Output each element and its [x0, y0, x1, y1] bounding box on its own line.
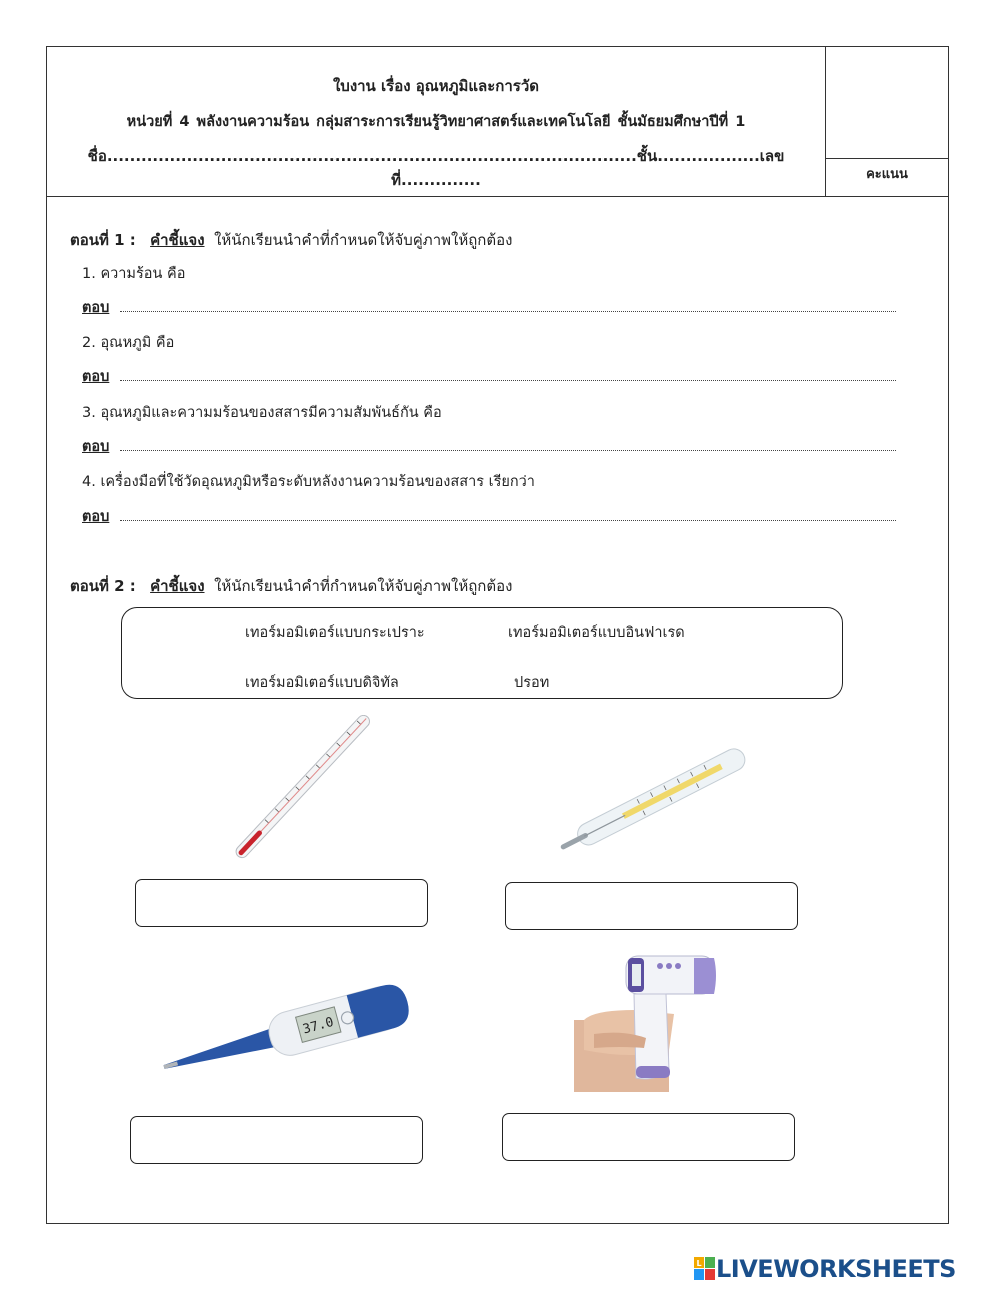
- answer-label-3: ตอบ: [82, 439, 110, 455]
- worksheet-subtitle: หน่วยที่ 4 พลังงานความร้อน กลุ่มสาระการเรียนรู้วิทยาศาสตร์และเทคโนโลยี ชั้นมัธยมศึกษาปีที่ 1: [126, 114, 746, 130]
- answer-line-4[interactable]: [120, 520, 896, 521]
- worksheet-title: ใบงาน เรื่อง อุณหภูมิและการวัด: [332, 77, 540, 95]
- part2-heading: [70, 574, 512, 598]
- word-bulb-thermometer[interactable]: เทอร์มอมิเตอร์แบบกระเปราะ: [245, 625, 425, 641]
- student-name-line: ชื่อ.............................................................................................ชั้น..................เลขที่..............: [87, 147, 785, 189]
- word-digital-thermometer[interactable]: เทอร์มอมิเตอร์แบบดิจิทัล: [245, 675, 399, 691]
- mercury-thermometer-image: [555, 738, 755, 858]
- answer-box-4[interactable]: [502, 1113, 795, 1161]
- answer-line-3[interactable]: [120, 450, 896, 451]
- answer-box-1[interactable]: [135, 879, 428, 927]
- question-3: 3. อุณหภูมิและความมร้อนของสสารมีความสัมพันธ์กัน คือ: [82, 405, 442, 421]
- bulb-thermometer-image: [225, 715, 385, 865]
- part1-instruction-label: คำชี้แจง: [150, 231, 205, 249]
- part2-instruction-label: คำชี้แจง: [150, 577, 205, 595]
- question-2: 2. อุณหภูมิ คือ: [82, 335, 175, 351]
- liveworksheets-logo-icon: [694, 1257, 716, 1281]
- answer-label-2: ตอบ: [82, 369, 110, 385]
- liveworksheets-brand: LIVEWORKSHEETS: [716, 1255, 956, 1283]
- part1-instruction: ให้นักเรียนนำคำที่กำหนดให้จับคู่ภาพให้ถูกต้อง: [214, 231, 513, 249]
- score-label: คะแนน: [866, 167, 908, 182]
- infrared-thermometer-image: [574, 950, 719, 1092]
- part1-heading: [70, 228, 512, 252]
- logo-letter-1: L: [696, 1259, 702, 1268]
- liveworksheets-logo: [694, 1254, 956, 1284]
- part1-label: ตอนที่ 1 :: [70, 231, 136, 249]
- part2-instruction: ให้นักเรียนนำคำที่กำหนดให้จับคู่ภาพให้ถูกต้อง: [214, 577, 513, 595]
- answer-box-2[interactable]: [505, 882, 798, 930]
- digital-display-value: 37.0: [301, 1014, 336, 1038]
- digital-thermometer-image: [158, 973, 423, 1073]
- question-1: 1. ความร้อน คือ: [82, 266, 186, 282]
- answer-line-2[interactable]: [120, 380, 896, 381]
- part2-label: ตอนที่ 2 :: [70, 577, 136, 595]
- answer-line-1[interactable]: [120, 311, 896, 312]
- word-bank: [121, 607, 843, 699]
- header-divider: [46, 196, 949, 197]
- answer-label-4: ตอบ: [82, 509, 110, 525]
- answer-box-3[interactable]: [130, 1116, 423, 1164]
- score-box-line: [825, 158, 949, 159]
- word-infrared-thermometer[interactable]: เทอร์มอมิเตอร์แบบอินฟาเรด: [508, 625, 685, 641]
- answer-label-1: ตอบ: [82, 300, 110, 316]
- question-4: 4. เครื่องมือที่ใช้วัดอุณหภูมิหรือระดับหลังงานความร้อนของสสาร เรียกว่า: [82, 474, 535, 490]
- word-mercury[interactable]: ปรอท: [514, 675, 550, 691]
